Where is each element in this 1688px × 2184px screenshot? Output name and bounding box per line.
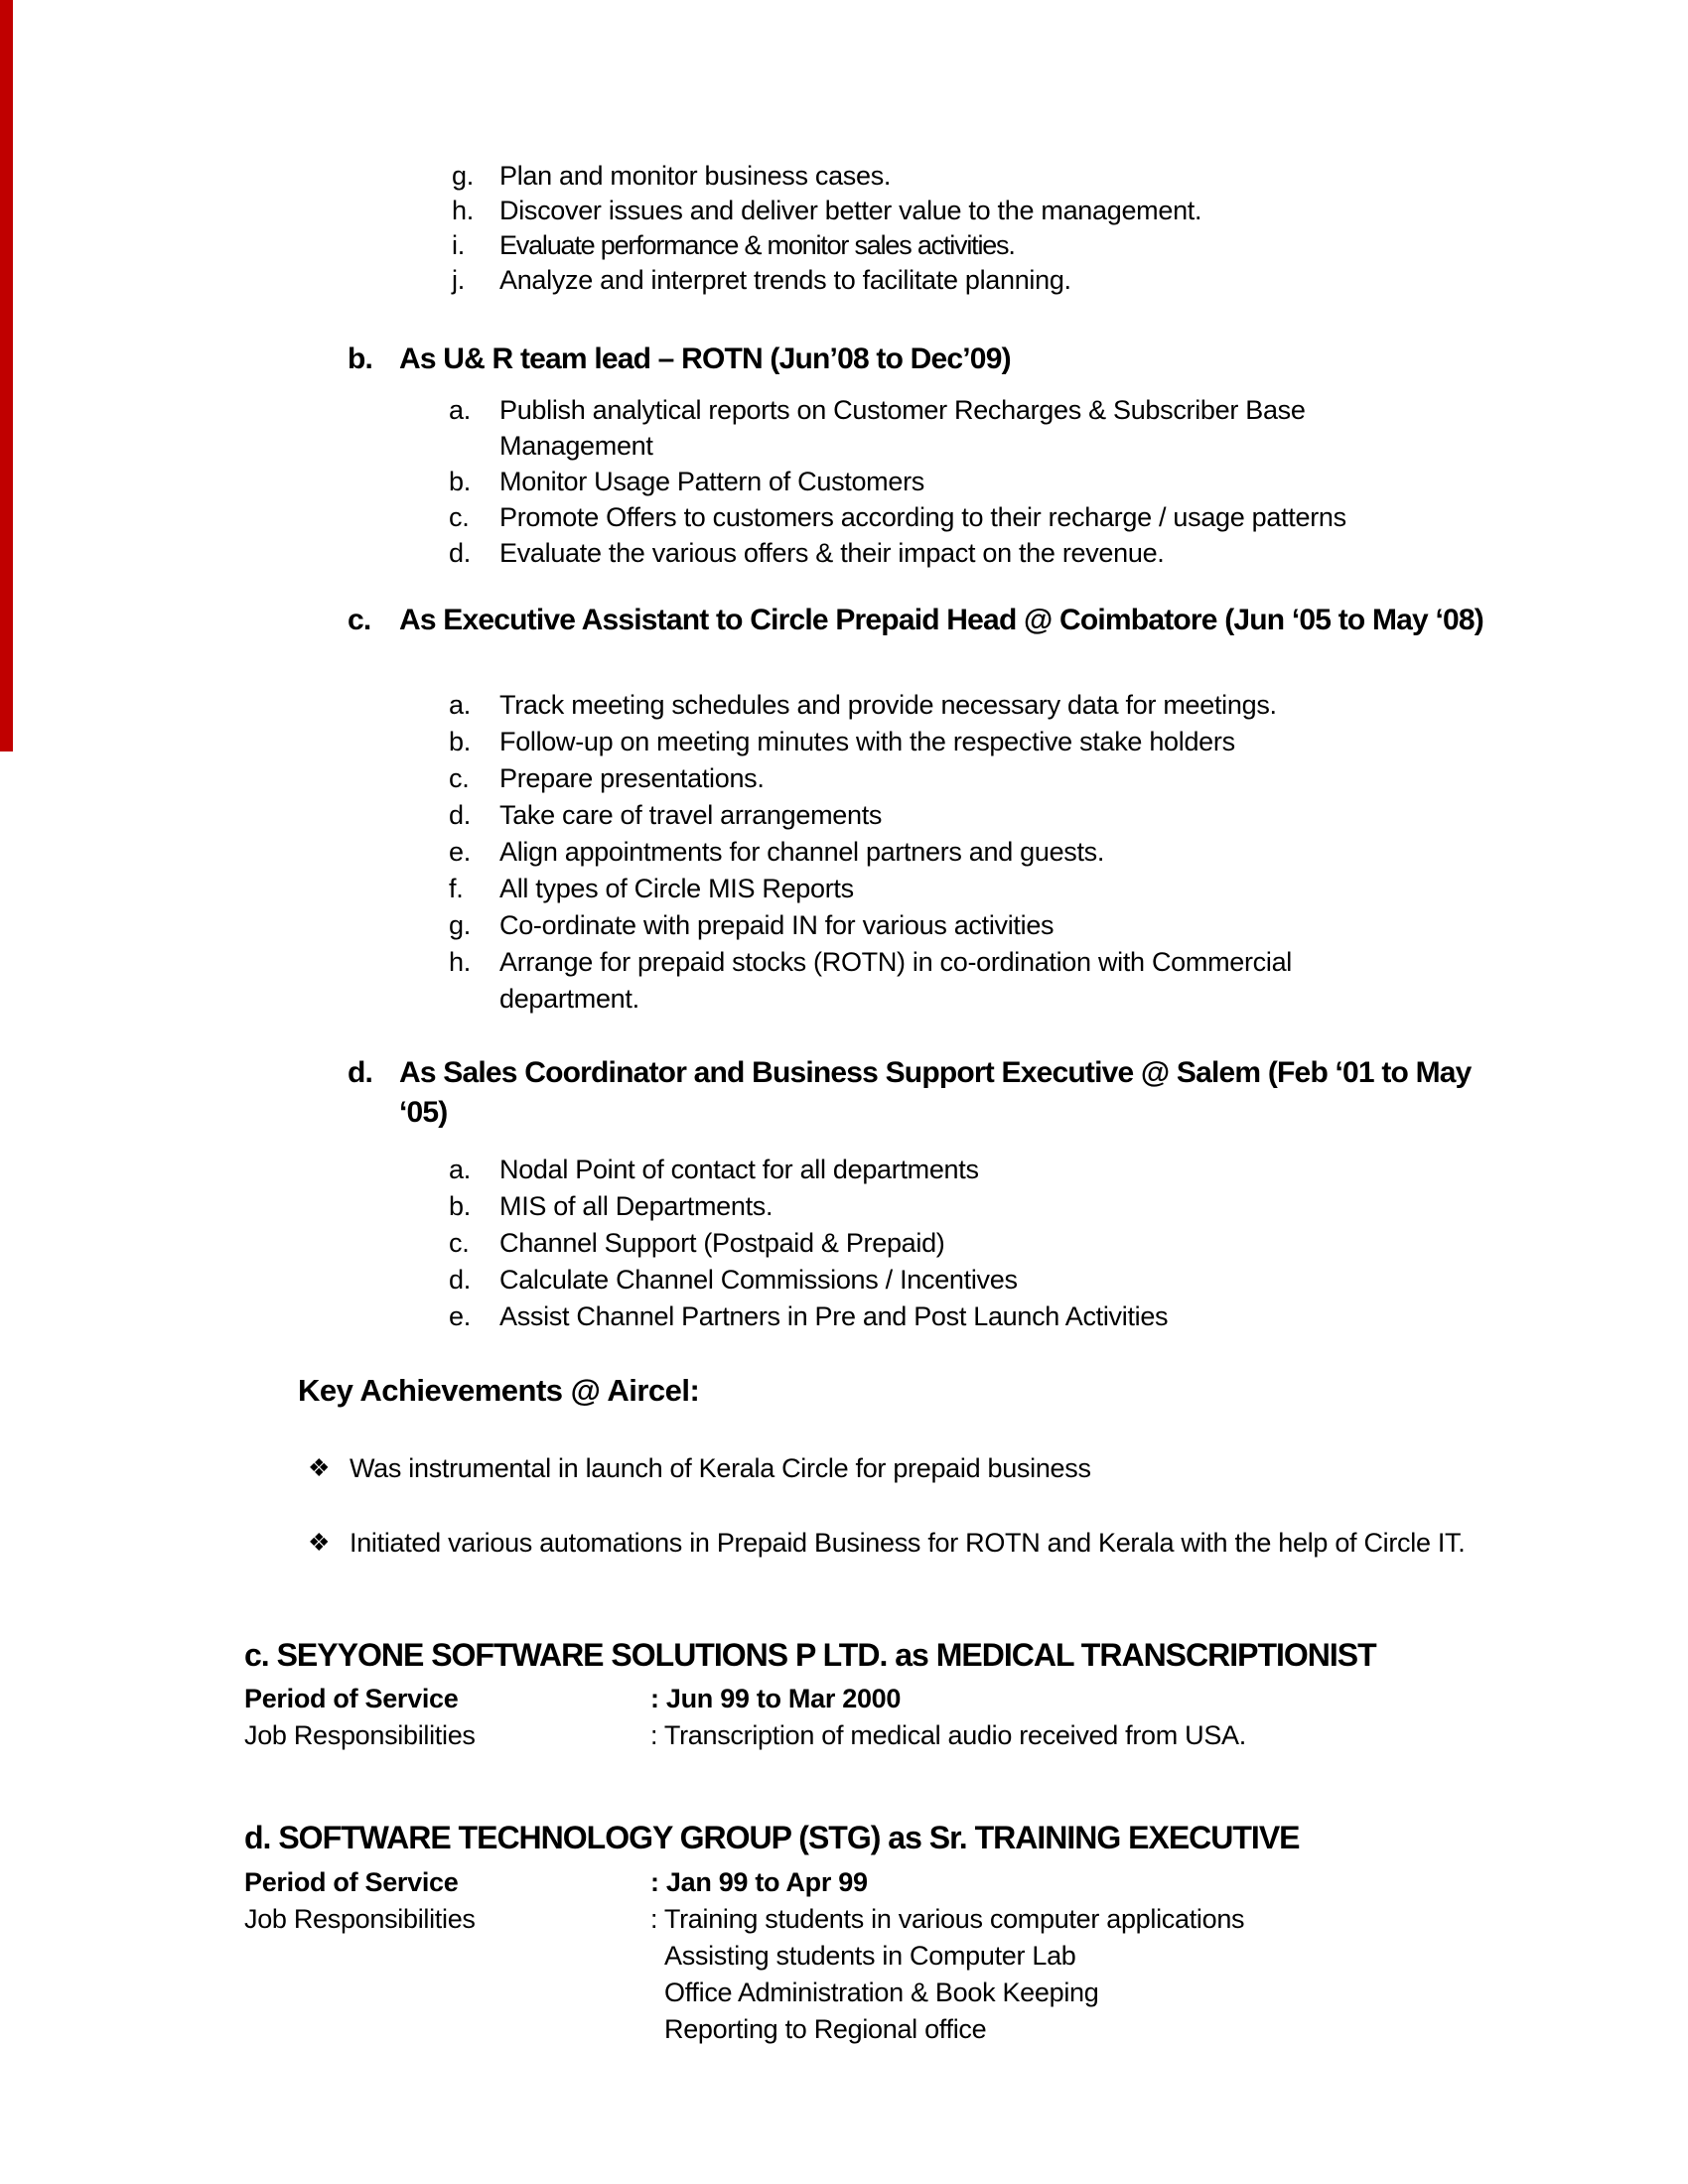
list-item-label: c.: [449, 502, 470, 532]
detail-label: Job Responsibilities: [244, 1904, 476, 1934]
list-item-label: b.: [449, 727, 471, 756]
achievement-item: [308, 1450, 1472, 1487]
list-item: [449, 797, 1393, 834]
detail-row: [244, 1681, 1246, 1717]
list-item: [449, 907, 1393, 944]
list-item-text: Discover issues and deliver better value to the management.: [499, 196, 1202, 225]
list-item-text: Monitor Usage Pattern of Customers: [499, 467, 924, 496]
achievement-text: Was instrumental in launch of Kerala Circle for prepaid business: [350, 1453, 1091, 1483]
detail-value-line: Reporting to Regional office: [664, 2014, 987, 2044]
list-item-text: Calculate Channel Commissions / Incentives: [499, 1265, 1018, 1295]
company-details: [244, 1681, 1246, 1754]
list-item: [449, 1152, 1168, 1188]
list-item-text: Plan and monitor business cases.: [499, 161, 892, 191]
section-d-list: [449, 1152, 1168, 1335]
list-item-text: MIS of all Departments.: [499, 1191, 774, 1221]
list-item: [449, 1298, 1168, 1335]
company-heading-stg: d. SOFTWARE TECHNOLOGY GROUP (STG) as Sr. TRAINING EXECUTIVE: [244, 1820, 1300, 1855]
list-item-label: e.: [449, 837, 471, 867]
detail-row: [244, 1717, 1246, 1754]
list-item: [449, 724, 1393, 760]
list-item-text: Align appointments for channel partners and guests.: [499, 837, 1105, 867]
section-b-list: [449, 392, 1393, 571]
list-item: [449, 499, 1393, 535]
section-heading-b: [348, 340, 1011, 379]
list-item-label: i.: [452, 230, 465, 260]
detail-label: Period of Service: [244, 1684, 459, 1713]
detail-row: [244, 1864, 1244, 1901]
list-item-text: Evaluate performance & monitor sales activities.: [499, 230, 1015, 260]
detail-value-multiline: [650, 1901, 1244, 2048]
list-item-text: Arrange for prepaid stocks (ROTN) in co-ordination with Commercial department.: [499, 947, 1292, 1014]
change-bar: [0, 0, 13, 751]
detail-value: : Training students in various computer applications: [650, 1904, 1245, 1934]
list-item-text: Analyze and interpret trends to facilitate planning.: [499, 265, 1071, 295]
detail-value: : Jun 99 to Mar 2000: [650, 1684, 902, 1713]
list-item-text: Co-ordinate with prepaid IN for various activities: [499, 910, 1055, 940]
list-item-label: h.: [452, 196, 474, 225]
achievement-text: Initiated various automations in Prepaid Business for ROTN and Kerala with the help of Circle IT.: [350, 1528, 1466, 1558]
list-item: [449, 464, 1393, 499]
list-item: [449, 687, 1393, 724]
list-item-text: Follow-up on meeting minutes with the respective stake holders: [499, 727, 1235, 756]
detail-value: : Transcription of medical audio received from USA.: [650, 1720, 1246, 1750]
detail-row: [244, 1901, 1244, 2048]
list-item-label: h.: [449, 947, 471, 977]
section-label: b.: [348, 342, 373, 375]
list-item-label: j.: [452, 265, 465, 295]
list-item: [449, 1225, 1168, 1262]
list-item-label: g.: [452, 161, 474, 191]
detail-label: Period of Service: [244, 1867, 459, 1897]
section-title: As U& R team lead – ROTN (Jun’08 to Dec’09): [399, 342, 1011, 375]
list-item-text: Promote Offers to customers according to their recharge / usage patterns: [499, 502, 1346, 532]
list-item: [452, 194, 1201, 228]
list-item-label: g.: [449, 910, 471, 940]
list-item: [449, 1262, 1168, 1298]
list-item: [449, 834, 1393, 871]
company-heading-seyyone: c. SEYYONE SOFTWARE SOLUTIONS P LTD. as MEDICAL TRANSCRIPTIONIST: [244, 1637, 1376, 1673]
detail-value-line: Assisting students in Computer Lab: [664, 1941, 1076, 1971]
section-title: As Executive Assistant to Circle Prepaid Head @ Coimbatore (Jun ‘05 to May ‘08): [399, 604, 1483, 636]
detail-value: : Jan 99 to Apr 99: [650, 1867, 868, 1897]
list-item-text: Take care of travel arrangements: [499, 800, 883, 830]
company-details: [244, 1864, 1244, 2048]
list-item-text: Assist Channel Partners in Pre and Post Launch Activities: [499, 1301, 1169, 1331]
list-item: [452, 228, 1201, 263]
section-label: c.: [348, 604, 371, 636]
detail-value-line: Office Administration & Book Keeping: [664, 1978, 1099, 2007]
list-item-label: a.: [449, 690, 471, 720]
list-item-text: Publish analytical reports on Customer Recharges & Subscriber Base Management: [499, 395, 1306, 461]
list-item: [449, 392, 1393, 464]
list-item: [449, 535, 1393, 571]
top-list: [452, 159, 1201, 298]
list-item-text: Evaluate the various offers & their impact on the revenue.: [499, 538, 1165, 568]
list-item: [449, 760, 1393, 797]
section-heading-c: [348, 601, 1491, 640]
diamond-bullet-icon: ❖: [308, 1529, 331, 1557]
list-item: [449, 871, 1393, 907]
section-heading-d: [348, 1053, 1511, 1133]
list-item-text: All types of Circle MIS Reports: [499, 874, 854, 903]
list-item-label: a.: [449, 395, 471, 425]
list-item-label: d.: [449, 1265, 471, 1295]
list-item-text: Track meeting schedules and provide necessary data for meetings.: [499, 690, 1277, 720]
key-achievements-heading: Key Achievements @ Aircel:: [298, 1373, 700, 1408]
section-title: As Sales Coordinator and Business Support Executive @ Salem (Feb ‘01 to May ‘05): [399, 1056, 1472, 1129]
section-c-list: [449, 687, 1393, 1018]
list-item-label: c.: [449, 763, 470, 793]
detail-label: Job Responsibilities: [244, 1720, 476, 1750]
list-item-label: c.: [449, 1228, 470, 1258]
list-item: [449, 944, 1393, 1018]
list-item-text: Prepare presentations.: [499, 763, 765, 793]
list-item-label: f.: [449, 874, 464, 903]
list-item-label: b.: [449, 1191, 471, 1221]
list-item-text: Nodal Point of contact for all departments: [499, 1155, 979, 1184]
section-label: d.: [348, 1056, 373, 1089]
list-item-label: d.: [449, 800, 471, 830]
list-item: [452, 263, 1201, 298]
list-item-text: Channel Support (Postpaid & Prepaid): [499, 1228, 945, 1258]
list-item-label: d.: [449, 538, 471, 568]
list-item: [452, 159, 1201, 194]
list-item-label: a.: [449, 1155, 471, 1184]
diamond-bullet-icon: ❖: [308, 1454, 331, 1482]
achievement-item: [308, 1525, 1472, 1562]
list-item-label: e.: [449, 1301, 471, 1331]
list-item: [449, 1188, 1168, 1225]
list-item-label: b.: [449, 467, 471, 496]
